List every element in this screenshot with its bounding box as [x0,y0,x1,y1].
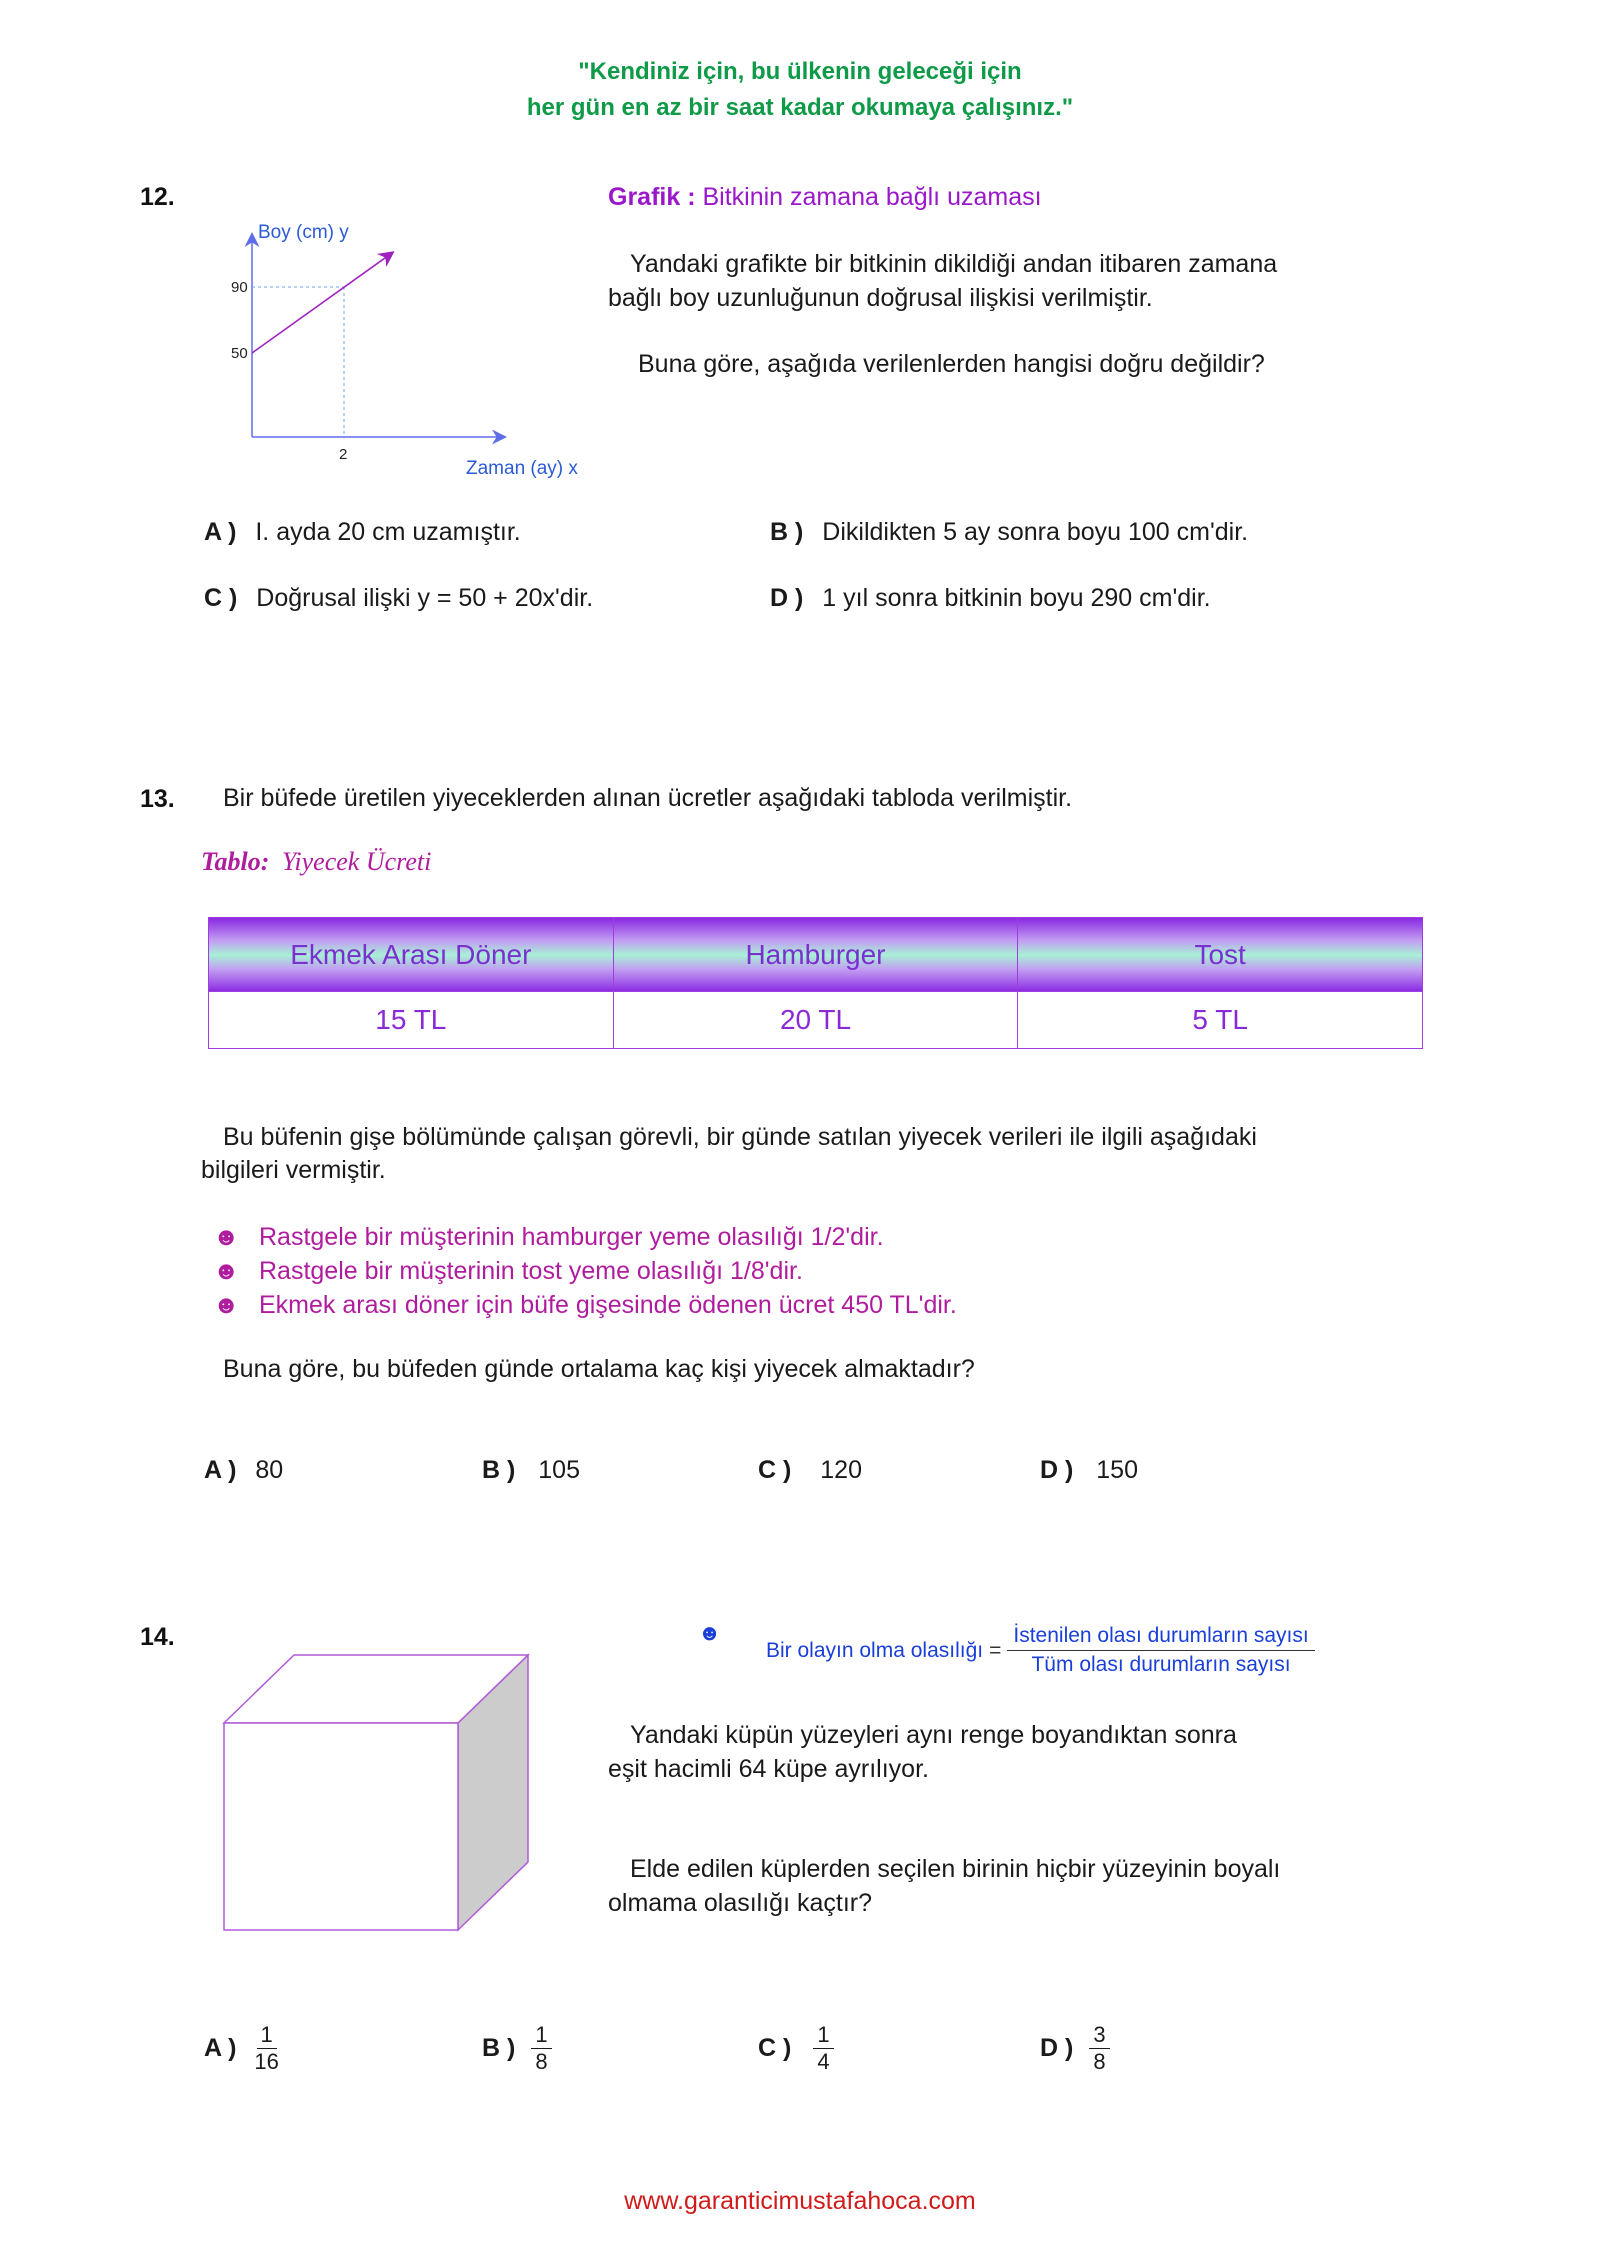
question-12-number: 12. [140,183,175,211]
formula-numerator: İstenilen olası durumların sayısı [1007,1624,1314,1651]
option-letter: A ) [204,2034,237,2062]
option-text: 150 [1096,1456,1138,1484]
q13-option-c[interactable] [758,1453,862,1487]
q13-option-b[interactable] [482,1453,580,1487]
probability-formula [698,1620,721,1646]
bullet-text: Rastgele bir müşterinin hamburger yeme olasılığı 1/2'dir. [259,1223,884,1251]
option-letter: B ) [770,518,804,546]
option-fraction [531,2022,551,2075]
fraction-denominator: 8 [1093,2049,1106,2074]
q12-option-c[interactable] [204,581,593,615]
formula-lhs: Bir olayın olma olasılığı [766,1638,984,1662]
footer-website-link[interactable]: www.garanticimustafahoca.com [624,2187,976,2215]
q14-para1-line-2: eşit hacimli 64 küpe ayrılıyor. [608,1755,929,1783]
table-header-cell: Hamburger [613,918,1018,992]
graph-title [608,180,1042,214]
question-14-number: 14. [140,1623,175,1651]
fraction-denominator: 16 [254,2049,279,2074]
q13-question: Buna göre, bu büfeden günde ortalama kaç kişi yiyecek almaktadır? [223,1355,975,1383]
q14-option-d[interactable] [1040,2022,1110,2075]
q12-option-d[interactable] [770,581,1211,615]
q13-option-a[interactable] [204,1453,283,1487]
q14-option-a[interactable] [204,2022,283,2075]
cube-front-face [224,1723,458,1930]
q14-para2-line-1: Elde edilen küplerden seçilen birinin hiçbir yüzeyinin boyalı [630,1855,1281,1883]
table-cell: 5 TL [1018,992,1423,1049]
q14-para2-line-2: olmama olasılığı kaçtır? [608,1889,872,1917]
q13-option-d[interactable] [1040,1453,1138,1487]
fraction-denominator: 4 [817,2049,830,2074]
motto-line-2: her gün en az bir saat kadar okumaya çalışınız." [526,94,1074,121]
option-letter: C ) [758,2034,792,2062]
graph-title-label: Grafik : [608,183,696,211]
option-text: Dikildikten 5 ay sonra boyu 100 cm'dir. [822,518,1249,546]
fraction-numerator: 1 [531,2022,551,2049]
q13-intro: Bir büfede üretilen yiyeceklerden alınan ücretler aşağıdaki tabloda verilmiştir. [223,784,1073,812]
option-letter: C ) [758,1456,792,1484]
table-title-label: Tablo: [201,847,270,876]
motto-line-1: "Kendiniz için, bu ülkenin geleceği için [578,58,1022,85]
q12-para-line-2: bağlı boy uzunluğunun doğrusal ilişkisi verilmiştir. [608,284,1153,312]
q13-bullet-list [213,1220,957,1322]
q12-option-b[interactable] [770,515,1248,549]
q12-option-a[interactable] [204,515,521,549]
option-text: 105 [538,1456,580,1484]
option-letter: D ) [1040,2034,1074,2062]
table-title-text: Yiyecek Ücreti [281,847,432,876]
bullet-text: Ekmek arası döner için büfe gişesinde ödenen ücret 450 TL'dir. [259,1291,957,1319]
fraction-denominator: 8 [535,2049,548,2074]
q14-option-c[interactable] [758,2022,834,2075]
fraction-numerator: 1 [257,2022,277,2049]
option-fraction [250,2022,282,2075]
growth-line [252,253,392,353]
option-letter: A ) [204,1456,237,1484]
option-letter: D ) [1040,1456,1074,1484]
fraction-numerator: 3 [1089,2022,1109,2049]
smiley-bullet-icon: ☻ [213,1257,240,1285]
option-fraction [1089,2022,1109,2075]
table-row [209,992,1423,1049]
q13-para-line-2: bilgileri vermiştir. [201,1156,386,1184]
table-header-cell: Ekmek Arası Döner [209,918,614,992]
formula-equals: = [989,1638,1002,1662]
option-fraction [813,2022,833,2075]
graph-title-text: Bitkinin zamana bağlı uzaması [702,183,1042,211]
growth-graph [200,215,620,485]
option-text: 1 yıl sonra bitkinin boyu 290 cm'dir. [822,584,1211,612]
table-cell: 20 TL [613,992,1018,1049]
list-item [213,1254,957,1288]
table-header-cell: Tost [1018,918,1423,992]
option-text: 120 [820,1456,862,1484]
x-tick-2: 2 [339,446,348,463]
x-axis-label: Zaman (ay) x [466,458,578,479]
q12-question: Buna göre, aşağıda verilenlerden hangisi doğru değildir? [638,350,1265,378]
list-item [213,1220,957,1254]
cube-drawing [218,1645,538,1935]
question-13-number: 13. [140,785,175,813]
smiley-bullet-icon: ☻ [213,1223,240,1251]
option-letter: B ) [482,1456,516,1484]
q13-para-line-1: Bu büfenin gişe bölümünde çalışan görevli, bir günde satılan yiyecek verileri ile ilgili aşağıdaki [223,1123,1257,1151]
option-letter: B ) [482,2034,516,2062]
option-text: Doğrusal ilişki y = 50 + 20x'dir. [256,584,594,612]
option-letter: A ) [204,518,237,546]
table-title [201,847,431,877]
formula-denominator: Tüm olası durumların sayısı [1031,1653,1291,1676]
option-text: 80 [255,1456,284,1484]
option-letter: D ) [770,584,804,612]
smiley-bullet-icon: ☻ [698,1620,722,1645]
fraction-numerator: 1 [813,2022,833,2049]
option-letter: C ) [204,584,238,612]
list-item [213,1288,957,1322]
formula-body [766,1624,1315,1677]
table-header-row [209,918,1423,992]
y-tick-50: 50 [231,345,248,362]
price-table [208,917,1423,1049]
q14-option-b[interactable] [482,2022,552,2075]
bullet-text: Rastgele bir müşterinin tost yeme olasılığı 1/8'dir. [259,1257,803,1285]
q12-para-line-1: Yandaki grafikte bir bitkinin dikildiği andan itibaren zamana [630,250,1278,278]
y-axis-label: Boy (cm) y [258,222,349,243]
smiley-bullet-icon: ☻ [213,1291,240,1319]
q14-para1-line-1: Yandaki küpün yüzeyleri aynı renge boyandıktan sonra [630,1721,1237,1749]
option-text: I. ayda 20 cm uzamıştır. [255,518,521,546]
table-cell: 15 TL [209,992,614,1049]
y-tick-90: 90 [231,279,248,296]
formula-fraction [1007,1624,1314,1677]
